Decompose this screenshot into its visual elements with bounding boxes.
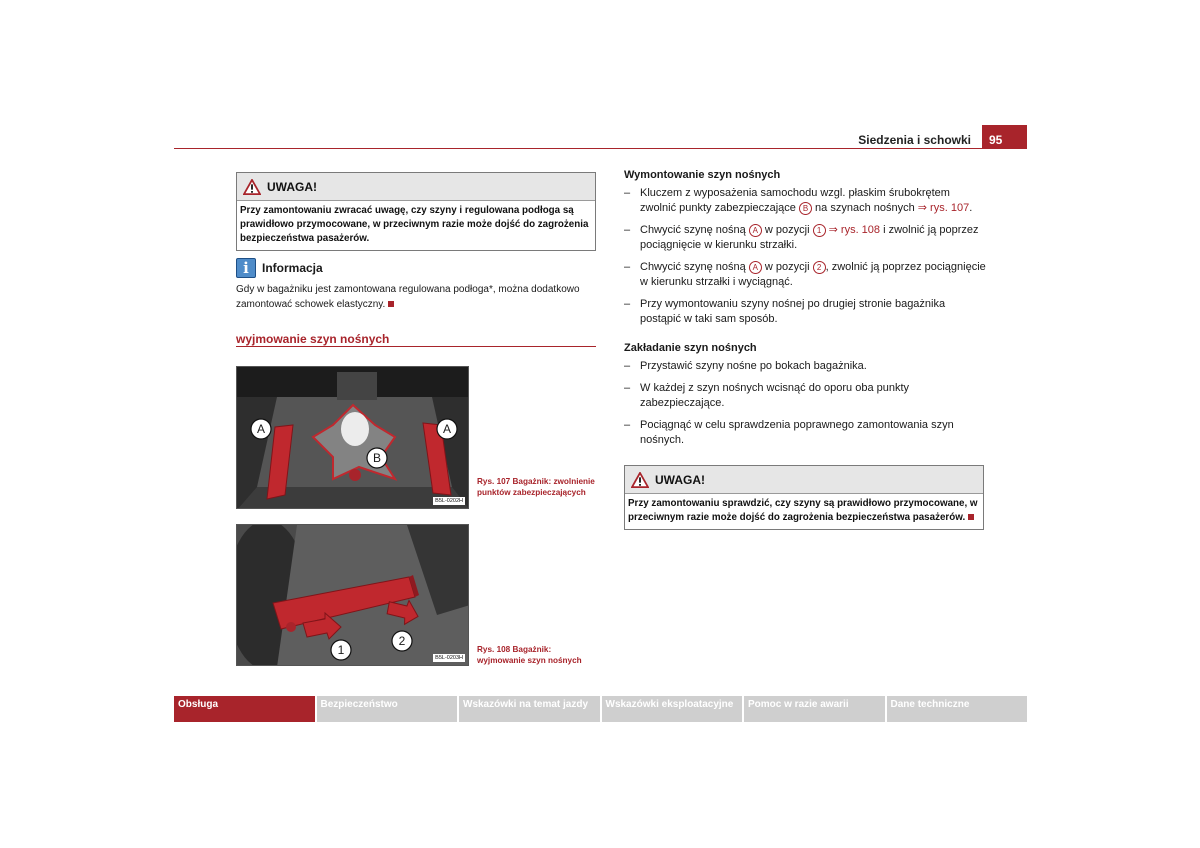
warning-triangle-icon — [631, 472, 649, 488]
figure-108-label-2: 2 — [398, 634, 406, 648]
nav-tab-wskazowki-eksploatacyjne[interactable]: Wskazówki eksploatacyjne — [602, 696, 743, 722]
step-dash: – — [624, 382, 631, 394]
section-heading: wyjmowanie szyn nośnych — [236, 332, 390, 346]
end-mark-icon — [968, 514, 974, 520]
info-icon: i — [236, 258, 256, 278]
warning-header — [237, 173, 595, 201]
warning-triangle-icon — [243, 179, 261, 195]
nav-tab-bezpieczenstwo[interactable]: Bezpieczeństwo — [317, 696, 458, 722]
removal-heading: Wymontowanie szyn nośnych — [624, 169, 781, 181]
page-number: 95 — [982, 125, 1027, 149]
info-text: Gdy w bagażniku jest zamontowana regulowana podłoga*, można dodatkowo zamontować schowek elastyczny. — [236, 284, 580, 310]
callout-1-icon: 1 — [813, 224, 826, 237]
figure-107-label-a-left: A — [256, 422, 265, 436]
install-step-1-text: Przystawić szyny nośne po bokach bagażnika. — [640, 360, 867, 372]
removal-step-2-text: Chwycić szynę nośną A w pozycji 1 ⇒ rys. 108 i zwolnić ją poprzez pociągnięcie w kierunku strzałki. — [640, 224, 979, 251]
removal-step-3 — [624, 260, 986, 290]
nav-tab-pomoc[interactable]: Pomoc w razie awarii — [744, 696, 885, 722]
figure-107-code: B5L-0202H — [435, 498, 463, 504]
callout-a-icon: A — [749, 224, 762, 237]
figure-108-ref-link[interactable]: ⇒ rys. 108 — [825, 224, 881, 236]
section-title: Siedzenia i schowki — [858, 133, 971, 147]
figure-107 — [236, 366, 469, 509]
end-mark-icon — [388, 301, 394, 307]
warning-text: Przy zamontowaniu zwracać uwagę, czy szyny i regulowana podłoga są prawidłowo przymocowane, w przeciwnym razie może dojść do zagrożenia bezpieczeństwa pasażerów. — [240, 205, 589, 244]
figure-108-label-1: 1 — [337, 643, 345, 657]
removal-step-4 — [624, 297, 986, 327]
install-section — [624, 342, 986, 455]
install-step-2 — [624, 381, 986, 411]
info-header — [236, 257, 586, 279]
nav-tab-dane-techniczne[interactable]: Dane techniczne — [887, 696, 1028, 722]
figure-107-label-a-right: A — [442, 422, 451, 436]
step-dash: – — [624, 261, 631, 273]
callout-2-icon: 2 — [813, 261, 826, 274]
figure-108-caption: Rys. 108 Bagażnik: wyjmowanie szyn nośnych — [477, 645, 582, 665]
figure-107-caption: Rys. 107 Bagażnik: zwolnienie punktów zabezpieczających — [477, 477, 595, 497]
step-dash: – — [624, 224, 631, 236]
callout-a-icon: A — [749, 261, 762, 274]
warning-box-top — [236, 172, 596, 251]
info-block — [236, 257, 586, 312]
warning-title: UWAGA! — [655, 472, 705, 487]
callout-b-icon: B — [799, 202, 812, 215]
warning-header — [625, 466, 983, 494]
nav-tab-wskazowki-jazdy[interactable]: Wskazówki na temat jazdy — [459, 696, 600, 722]
install-step-1 — [624, 359, 986, 374]
nav-tab-obsluga[interactable]: Obsługa — [174, 696, 315, 722]
step-dash: – — [624, 187, 631, 199]
section-rule — [236, 346, 596, 347]
removal-step-3-text: Chwycić szynę nośną A w pozycji 2 , zwolnić ją poprzez pociągnięcie w kierunku strzałki i wyciągnąć. — [640, 261, 986, 288]
step-dash: – — [624, 419, 631, 431]
removal-step-2 — [624, 223, 986, 253]
install-step-3-text: Pociągnąć w celu sprawdzenia poprawnego zamontowania szyn nośnych. — [640, 419, 954, 446]
removal-section — [624, 169, 986, 334]
header-rule — [174, 148, 1027, 149]
figure-107-label-b: B — [372, 451, 381, 465]
step-dash: – — [624, 360, 631, 372]
figure-107-ref-link[interactable]: ⇒ rys. 107 — [917, 202, 970, 214]
install-step-3 — [624, 418, 986, 448]
removal-step-1-text: Kluczem z wyposażenia samochodu wzgl. płaskim śrubokrętem zwolnić punkty zabezpieczające B na szynach nośnych ⇒ rys. 107. — [640, 187, 973, 214]
chapter-nav — [174, 696, 1027, 722]
install-step-2-text: W każdej z szyn nośnych wcisnąć do oporu oba punkty zabezpieczające. — [640, 382, 910, 409]
step-dash: – — [624, 298, 631, 310]
info-title: Informacja — [262, 261, 323, 275]
removal-step-4-text: Przy wymontowaniu szyny nośnej po drugiej stronie bagażnika postąpić w taki sam sposób. — [640, 298, 946, 325]
removal-step-1 — [624, 186, 986, 216]
install-heading: Zakładanie szyn nośnych — [624, 342, 757, 354]
figure-108 — [236, 524, 469, 666]
warning-title: UWAGA! — [267, 179, 317, 194]
warning-box-bottom — [624, 465, 984, 530]
figure-108-code: B5L-0203H — [435, 655, 463, 661]
warning-text: Przy zamontowaniu sprawdzić, czy szyny są prawidłowo przymocowane, w przeciwnym razie może dojść do zagrożenia bezpieczeństwa pasażerów. — [628, 498, 978, 523]
